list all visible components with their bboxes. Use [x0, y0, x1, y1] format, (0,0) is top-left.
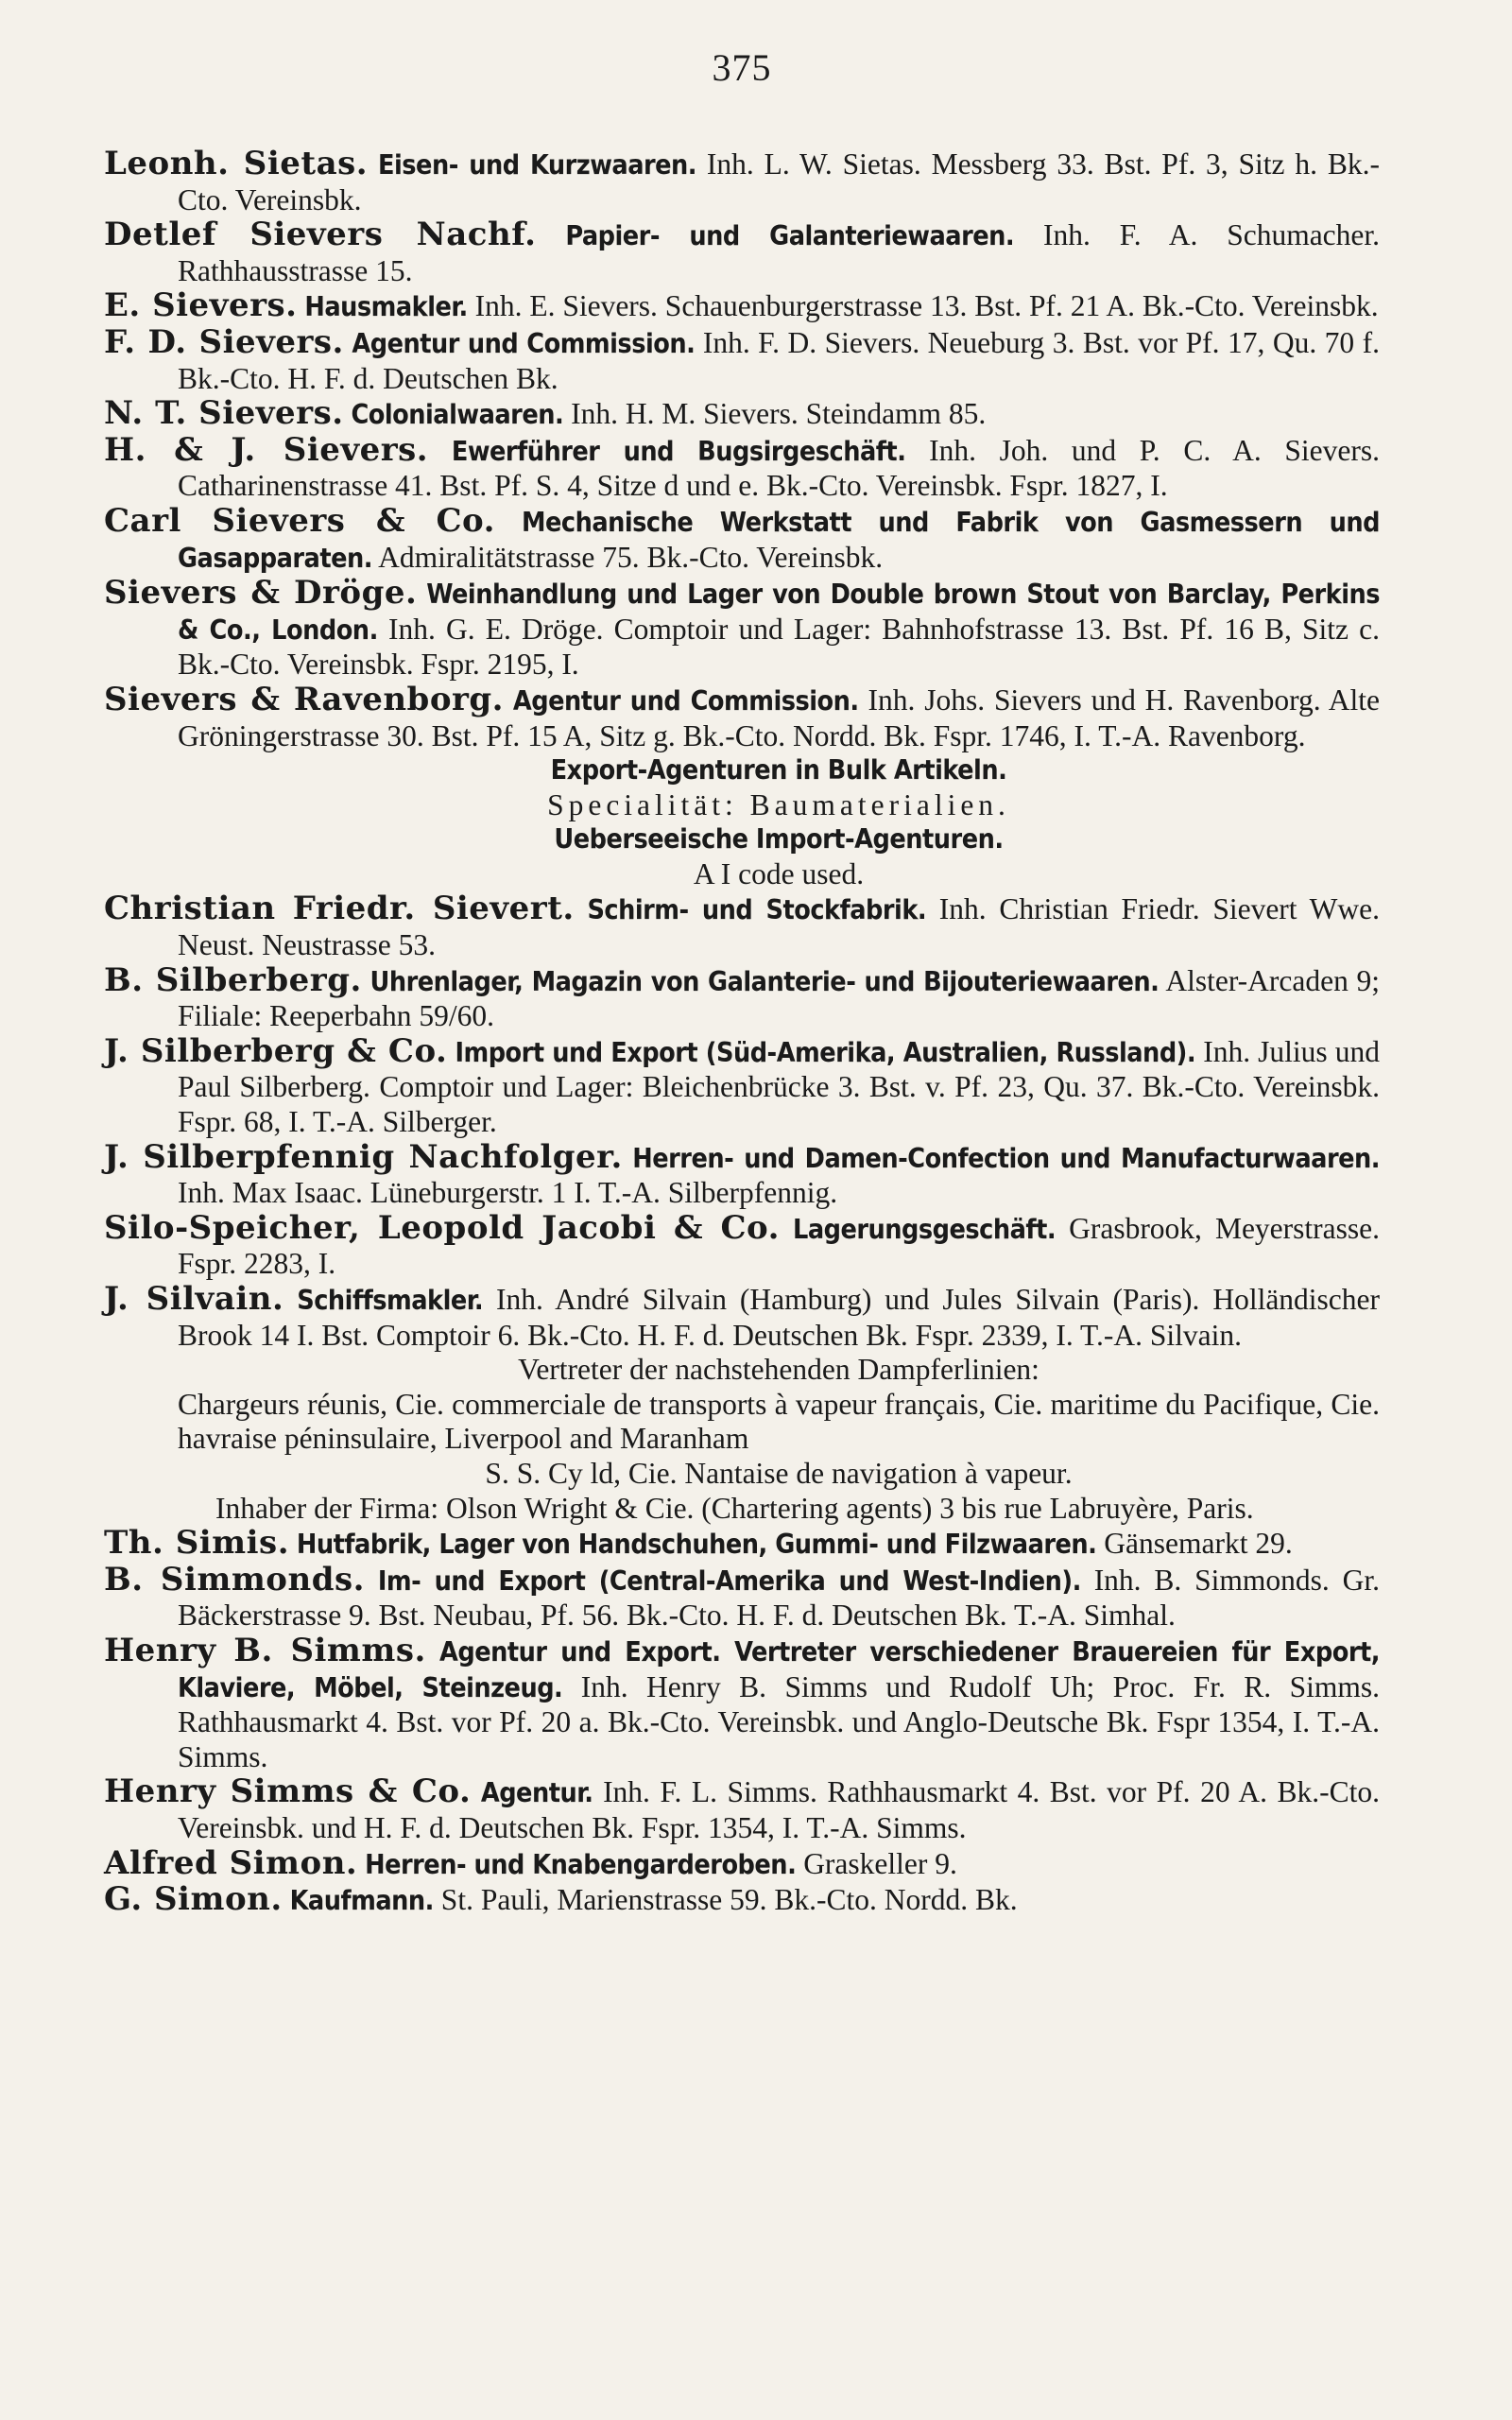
entry-name: Henry B. Simms.	[104, 1631, 426, 1669]
entry-details: Inh. Julius und Paul Silberberg. Comptoir und Lager: Bleichenbrücke 3. Bst. v. Pf. 23, Qu. 37. Bk.-Cto. Vereinsbk. Fspr. 68, I. T.-A. Silberger.	[178, 1034, 1381, 1139]
entry-business: Hausmakler.	[304, 291, 468, 323]
entry-business: Agentur und Commission.	[512, 684, 859, 717]
entry-business: Schirm- und Stockfabrik.	[587, 894, 927, 926]
entry-business: Lagerungsgeschäft.	[792, 1213, 1057, 1245]
entry-details: Graskeller 9.	[803, 1846, 957, 1880]
directory-entry	[104, 1031, 1381, 1140]
directory-entry	[104, 430, 1381, 504]
entry-name: Alfred Simon.	[104, 1843, 358, 1882]
directory-entry	[104, 501, 1380, 576]
extra-line: A I code used.	[693, 856, 865, 890]
entry-name: Christian Friedr. Sievert.	[104, 890, 575, 928]
entry-name: Carl Sievers & Co.	[104, 501, 495, 540]
entry-name: Leonh. Sietas.	[104, 145, 369, 182]
entry-details: Inh. Max Isaac. Lüneburgerstr. 1 I. T.-A. Silberpfennig.	[178, 1176, 838, 1210]
extra-line: Ueberseeische Import-Agenturen.	[554, 823, 1004, 856]
entry-details: Inh. Johs. Sievers und H. Ravenborg. Alte Gröningerstrasse 30. Bst. Pf. 15 A, Sitz g. Bk.-Cto. Nordd. Bk. Fspr. 1746, I. T.-A. Ravenborg.	[178, 683, 1381, 752]
entry-name: Detlef Sievers Nachf.	[104, 216, 537, 254]
entry-details: Grasbrook, Meyerstrasse. Fspr. 2283, I.	[178, 1211, 1381, 1281]
directory-entry	[104, 1882, 1380, 1919]
entry-details: Inh. F. A. Schumacher. Rathhausstrasse 15.	[178, 218, 1381, 287]
entry-name: Sievers & Ravenborg.	[104, 680, 505, 718]
extra-line: Export-Agenturen in Bulk Artikeln.	[550, 754, 1007, 786]
entry-business: Agentur und Export. Vertreter verschiedener Brauereien für Export, Klaviere, Möbel, Steinzeug.	[178, 1635, 1380, 1703]
silvain-extra	[104, 1353, 1380, 1526]
page-number: 375	[712, 46, 772, 89]
entry-name: H. & J. Sievers.	[104, 430, 429, 469]
entry-name: B. Simmonds.	[104, 1560, 365, 1599]
directory-entry	[104, 1282, 1380, 1353]
entry-details: Admiralitätstrasse 75. Bk.-Cto. Vereinsbk.	[378, 540, 884, 574]
directory-entry	[104, 396, 1380, 433]
entry-business: Eisen- und Kurzwaaren.	[377, 149, 697, 181]
entry-details: St. Pauli, Marienstrasse 59. Bk.-Cto. Nordd. Bk.	[440, 1883, 1018, 1917]
entry-business: Agentur.	[480, 1777, 593, 1809]
entries-group-3	[104, 1526, 1380, 1919]
entry-details: Inh. G. E. Dröge. Comptoir und Lager: Bahnhofstrasse 13. Bst. Pf. 16 B, Sitz c. Bk.-Cto. Vereinsbk. Fspr. 2195, I.	[178, 612, 1381, 682]
directory-entry	[104, 1560, 1381, 1634]
entry-details: Inh. F. L. Simms. Rathhausmarkt 4. Bst. vor Pf. 20 A. Bk.-Cto. Vereinsbk. und H. F. d. Deutschen Bk. Fspr. 1354, I. T.-A. Simms.	[178, 1775, 1380, 1844]
directory-entry	[104, 322, 1381, 396]
directory-entry	[104, 891, 1380, 962]
entry-details: Inh. Henry B. Simms und Rudolf Uh; Proc. Fr. R. Simms. Rathhausmarkt 4. Bst. vor Pf. 20 a. Bk.-Cto. Vereinsbk. und Anglo-Deutsche Bk. Fspr 1354, I. T.-A. Simms.	[178, 1669, 1380, 1773]
entry-business: Herren- und Damen-Confection und Manufacturwaaren.	[632, 1142, 1380, 1174]
directory-entry	[104, 1137, 1380, 1211]
entries-group-2	[104, 891, 1380, 1353]
entry-business: Im- und Export (Central-Amerika und West-Indien).	[377, 1564, 1081, 1597]
entry-name: J. Silvain.	[104, 1280, 284, 1318]
directory-entry	[104, 960, 1381, 1034]
entry-name: F. D. Sievers.	[104, 322, 344, 361]
extra-line: Specialität: Baumaterialien.	[547, 787, 1010, 821]
entry-business: Schiffsmakler.	[297, 1285, 484, 1316]
directory-entry	[104, 576, 1380, 683]
entry-business: Colonialwaaren.	[351, 399, 564, 431]
directory-entry	[104, 1774, 1380, 1845]
entry-name: Henry Simms & Co.	[104, 1772, 472, 1811]
entry-name: Silo-Speicher, Leopold Jacobi & Co.	[104, 1208, 780, 1247]
entry-name: B. Silberberg.	[104, 960, 362, 999]
entry-details: Inh. Joh. und P. C. A. Sievers. Catharinenstrasse 41. Bst. Pf. S. 4, Sitze d und e. Bk.-Cto. Vereinsbk. Fspr. 1827, I.	[178, 433, 1381, 503]
directory-entry	[104, 1526, 1380, 1563]
directory-entry	[104, 288, 1380, 325]
entry-details: Inh. B. Simmonds. Gr. Bäckerstrasse 9. Bst. Neubau, Pf. 56. Bk.-Cto. H. F. d. Deutschen Bk. T.-A. Simhal.	[178, 1563, 1381, 1633]
entry-name: N. T. Sievers.	[104, 394, 344, 433]
directory-entry	[104, 147, 1380, 217]
extra-line: Inhaber der Firma: Olson Wright & Cie. (Chartering agents) 3 bis rue Labruyère, Paris.	[215, 1491, 1254, 1525]
entry-business: Kaufmann.	[289, 1885, 434, 1917]
entry-business: Uhrenlager, Magazin von Galanterie- und Bijouteriewaaren.	[369, 965, 1160, 997]
entry-business: Mechanische Werkstatt und Fabrik von Gasmessern und Gasapparaten.	[178, 506, 1380, 574]
entry-name: E. Sievers.	[104, 286, 298, 325]
entry-business: Weinhandlung und Lager von Double brown Stout von Barclay, Perkins & Co., London.	[178, 579, 1380, 646]
directory-entry	[104, 1208, 1381, 1282]
entry-business: Papier- und Galanteriewaaren.	[565, 220, 1015, 252]
directory-entry	[104, 1631, 1380, 1774]
entry-business: Herren- und Knabengarderoben.	[365, 1848, 797, 1880]
entry-business: Import und Export (Süd-Amerika, Australien, Russland).	[455, 1036, 1196, 1068]
entry-name: Th. Simis.	[104, 1524, 290, 1563]
entries-group-1	[104, 147, 1380, 753]
entry-details: Inh. H. M. Sievers. Steindamm 85.	[571, 397, 987, 431]
extra-line: Chargeurs réunis, Cie. commerciale de transports à vapeur français, Cie. maritime du Pacifique, Cie. havraise péninsulaire, Liverpool and Maranham	[178, 1387, 1380, 1456]
directory-entry	[104, 1843, 1380, 1883]
entry-details: Inh. E. Sievers. Schauenburgerstrasse 13. Bst. Pf. 21 A. Bk.-Cto. Vereinsbk.	[474, 289, 1379, 323]
entry-details: Inh. André Silvain (Hamburg) und Jules Silvain (Paris). Holländischer Brook 14 I. Bst. Comptoir 6. Bk.-Cto. H. F. d. Deutschen Bk. Fspr. 2339, I. T.-A. Silvain.	[178, 1283, 1381, 1352]
entry-details: Inh. L. W. Sietas. Messberg 33. Bst. Pf. 3, Sitz h. Bk.-Cto. Vereinsbk.	[178, 147, 1380, 216]
entry-details: Gänsemarkt 29.	[1104, 1527, 1293, 1561]
entry-details: Inh. F. D. Sievers. Neueburg 3. Bst. vor Pf. 17, Qu. 70 f. Bk.-Cto. H. F. d. Deutschen Bk.	[178, 325, 1381, 395]
entry-name: J. Silberberg & Co.	[104, 1031, 448, 1070]
entry-name: Sievers & Dröge.	[104, 574, 418, 613]
entry-business: Hutfabrik, Lager von Handschuhen, Gummi- und Filzwaaren.	[296, 1529, 1097, 1561]
ravenborg-extra	[104, 753, 1380, 891]
extra-line: S. S. Cy ld, Cie. Nantaise de navigation à vapeur.	[485, 1456, 1073, 1490]
directory-entry	[104, 217, 1380, 288]
directory-entry	[104, 680, 1381, 753]
entry-details: Inh. Christian Friedr. Sievert Wwe. Neust. Neustrasse 53.	[178, 892, 1380, 962]
entry-details: Alster-Arcaden 9; Filiale: Reeperbahn 59/60.	[178, 963, 1381, 1033]
entry-business: Agentur und Commission.	[352, 327, 696, 359]
extra-line: Vertreter der nachstehenden Dampferlinien:	[518, 1353, 1040, 1387]
entry-name: J. Silberpfennig Nachfolger.	[104, 1137, 623, 1176]
entry-business: Ewerführer und Bugsirgeschäft.	[451, 435, 906, 467]
entry-name: G. Simon.	[104, 1880, 283, 1919]
